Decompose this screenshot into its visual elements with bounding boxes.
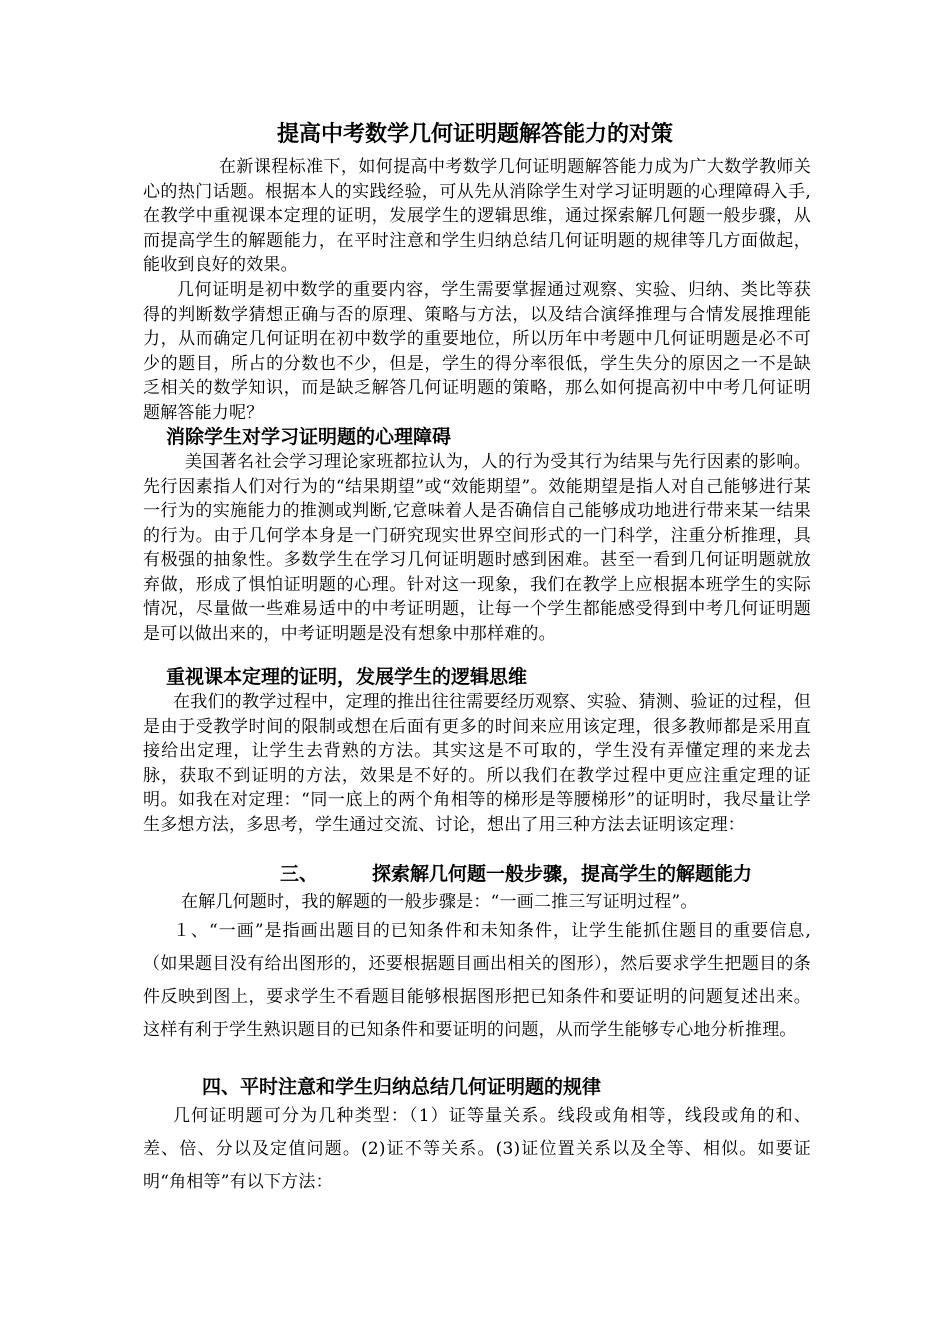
section-2-body: 在我们的教学过程中，定理的推出往往需要经历观察、实验、猜测、验证的过程，但是由于受教学时间的限制或想在后面有更多的时间来应用该定理，很多教师都是采用直接给出定理，让学生去背熟的方法。其实这是不可取的，学生没有弄懂定理的来龙去脉，获取不到证明的方法，效果是不好的。所以我们在教学过程中更应注重定理的证明。如我在对定理：“同一底上的两个角相等的梯形是等腰梯形”的证明时，我尽量让学生多想方法，多思考，学生通过交流、讨论，想出了用三种方法去证明该定理： xyxy=(143,692,811,835)
document-title: 提高中考数学几何证明题解答能力的对策 xyxy=(276,122,673,147)
intro-paragraph: 在新课程标准下，如何提高中考数学几何证明题解答能力成为广大数学教师关心的热门话题。根据本人的实践经验，可从先从消除学生对学习证明题的心理障碍入手,在教学中重视课本定理的证明，发展学生的逻辑思维，通过探索解几何题一般步骤，从而提高学生的解题能力，在平时注意和学生归纳总结几何证明题的规律等几方面做起，能收到良好的效果。 xyxy=(143,157,811,275)
section-1-body: 美国著名社会学习理论家班都拉认为，人的行为受其行为结果与先行因素的影响。先行因素指人们对行为的“结果期望”或“效能期望”。效能期望是指人对自己能够进行某一行为的实施能力的推测或判断,它意味着人是否确信自己能够成功地进行带来某一结果的行为。由于几何学本身是一门研究现实世界空间形式的一门科学，注重分析推理，具有极强的抽象性。多数学生在学习几何证明题时感到困难。甚至一看到几何证明题就放弃做，形成了惧怕证明题的心理。针对这一现象，我们在教学上应根据本班学生的实际情况，尽量做一些难易适中的中考证明题，让每一个学生都能感受得到中考几何证明题是可以做出来的，中考证明题是没有想象中那样难的。 xyxy=(143,452,811,644)
section-4-body: 几何证明题可分为几种类型：（1）证等量关系。线段或角相等，线段或角的和、差、倍、分以及定值问题。(2)证不等关系。(3)证位置关系以及全等、相似。如要证明“角相等”有以下方法： xyxy=(143,1106,811,1192)
section-2-heading: 重视课本定理的证明，发展学生的逻辑思维 xyxy=(166,666,528,688)
paragraph-importance: 几何证明是初中数学的重要内容，学生需要掌握通过观察、实验、归纳、类比等获得的判断数学猜想正确与否的原理、策略与方法，以及结合演绎推理与合情发展推理能力，从而确定几何证明在初中数学的重要地位，所以历年中考题中几何证明题是必不可少的题目，所占的分数也不少，但是，学生的得分率很低，学生失分的原因之一不是缺乏相关的数学知识，而是缺乏解答几何证明题的策略，那么如何提高初中中考几何证明题解答能力呢？ xyxy=(143,280,811,423)
section-3-step-1: １、“一画”是指画出题目的已知条件和未知条件，让学生能抓住题目的重要信息,（如果题目没有给出图形的，还要根据题目画出相关的图形），然后要求学生把题目的条件反映到图上，要求学生不看题目能够根据图形把已知条件和要证明的问题复述出来。这样有利于学生熟识题目的已知条件和要证明的问题，从而学生能够专心地分析推理。 xyxy=(143,921,811,1040)
section-3-steps-intro: 在解几何题时，我的解题的一般步骤是：“一画二推三写证明过程”。 xyxy=(181,892,698,912)
section-3-number: 三、 xyxy=(280,863,319,885)
section-3-heading xyxy=(280,861,752,887)
section-1-heading: 消除学生对学习证明题的心理障碍 xyxy=(166,426,452,448)
section-3-title: 探索解几何题一般步骤，提高学生的解题能力 xyxy=(372,863,753,885)
section-4-heading: 四、平时注意和学生归纳总结几何证明题的规律 xyxy=(202,1076,602,1098)
